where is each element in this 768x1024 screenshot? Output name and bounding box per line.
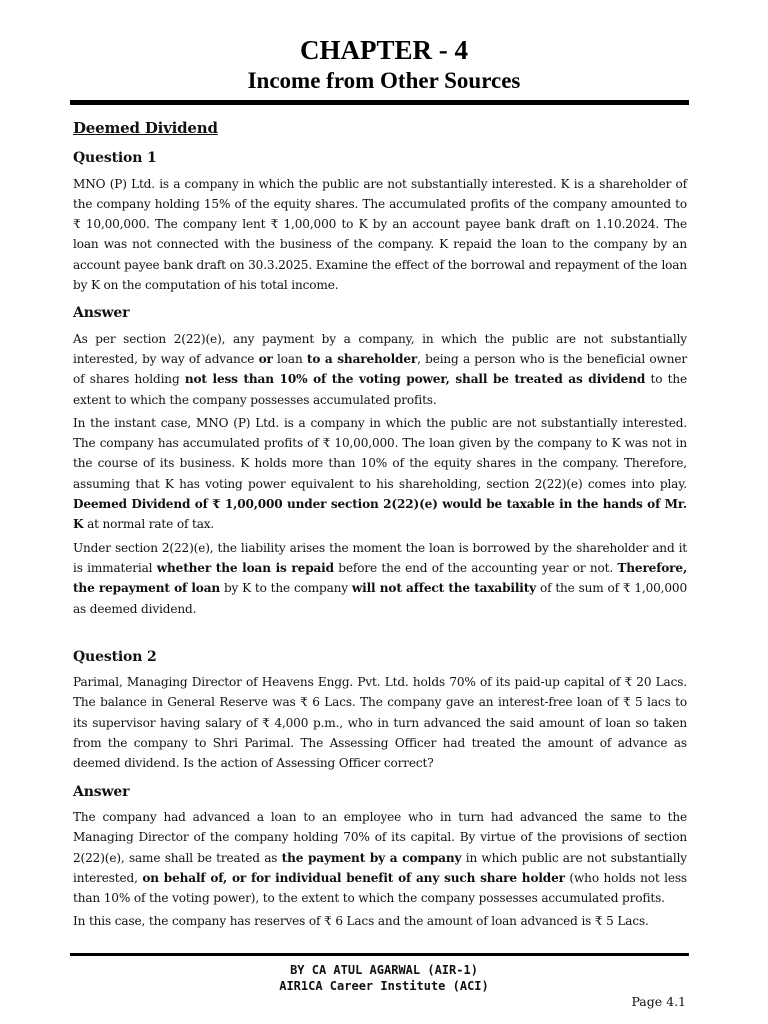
chapter-title: Income from Other Sources [247,68,521,93]
footer-institute: AIR1CA Career Institute (ACI) [279,979,489,993]
page-content [73,110,687,932]
answer-1-paragraph-2: In the instant case, MNO (P) Ltd. is a company in which the public are not substantially interested. The company has accumulated profits of ₹ 10,00,000. The loan given by the company to K was not in the course of its business. K holds more than 10% of the equity shares in the company. Therefore, assuming that K has voting power equivalent to his shareholding, section 2(22)(e) comes into play. Deemed Dividend of ₹ 1,00,000 under section 2(22)(e) would be taxable in the hands of Mr. K at normal rate of tax. [73,415,687,532]
question-1-text: MNO (P) Ltd. is a company in which the public are not substantially interested. K is a shareholder of the company holding 15% of the equity shares. The accumulated profits of the company amounted to ₹ 10,00,000. The company lent ₹ 1,00,000 to K by an account payee bank draft on 1.10.2024. The loan was not connected with the business of the company. K repaid the loan to the company by an account payee bank draft on 30.3.2025. Examine the effect of the borrowal and repayment of the loan by K on the computation of his total income. [73,176,687,293]
answer-2-paragraph-1: The company had advanced a loan to an employee who in turn had advanced the same to the Managing Director of the company holding 70% of its capital. By virtue of the provisions of section 2(22)(e), same shall be treated as the payment by a company in which public are not substantially interested, on behalf of, or for individual benefit of any such share holder (who holds not less than 10% of the voting power), to the extent to which the company possesses accumulated profits. [73,809,687,906]
header-divider [70,100,689,105]
footer-divider [70,953,689,956]
answer-1-heading: Answer [73,305,130,322]
question-2-heading: Question 2 [73,648,157,665]
answer-2-paragraph-2: In this case, the company has reserves of ₹ 6 Lacs and the amount of loan advanced is ₹ 5 Lacs. [73,914,649,929]
section-heading: Deemed Dividend [73,119,218,137]
page-number: Page 4.1 [631,994,686,1009]
answer-1-paragraph-3: Under section 2(22)(e), the liability arises the moment the loan is borrowed by the shareholder and it is immaterial whether the loan is repaid before the end of the accounting year or not. Therefore, the repayment of loan by K to the company will not affect the taxability of the sum of ₹ 1,00,000 as deemed dividend. [73,540,688,616]
answer-2-heading: Answer [73,783,130,800]
question-2-text: Parimal, Managing Director of Heavens Engg. Pvt. Ltd. holds 70% of its paid-up capital of ₹ 20 Lacs. The balance in General Reserve was ₹ 6 Lacs. The company gave an interest-free loan of ₹ 5 lacs to its supervisor having salary of ₹ 4,000 p.m., who in turn advanced the said amount of loan so taken from the company to Shri Parimal. The Assessing Officer had treated the amount of advance as deemed dividend. Is the action of Assessing Officer correct? [73,675,687,771]
answer-1-paragraph-1: As per section 2(22)(e), any payment by a company, in which the public are not substantially interested, by way of advance or loan to a shareholder, being a person who is the beneficial owner of shares holding not less than 10% of the voting power, shall be treated as dividend to the extent to which the company possesses accumulated profits. [73,331,687,407]
question-1-heading: Question 1 [73,150,157,167]
footer-author: BY CA ATUL AGARWAL (AIR-1) [290,963,478,977]
chapter-number: CHAPTER - 4 [300,35,468,65]
